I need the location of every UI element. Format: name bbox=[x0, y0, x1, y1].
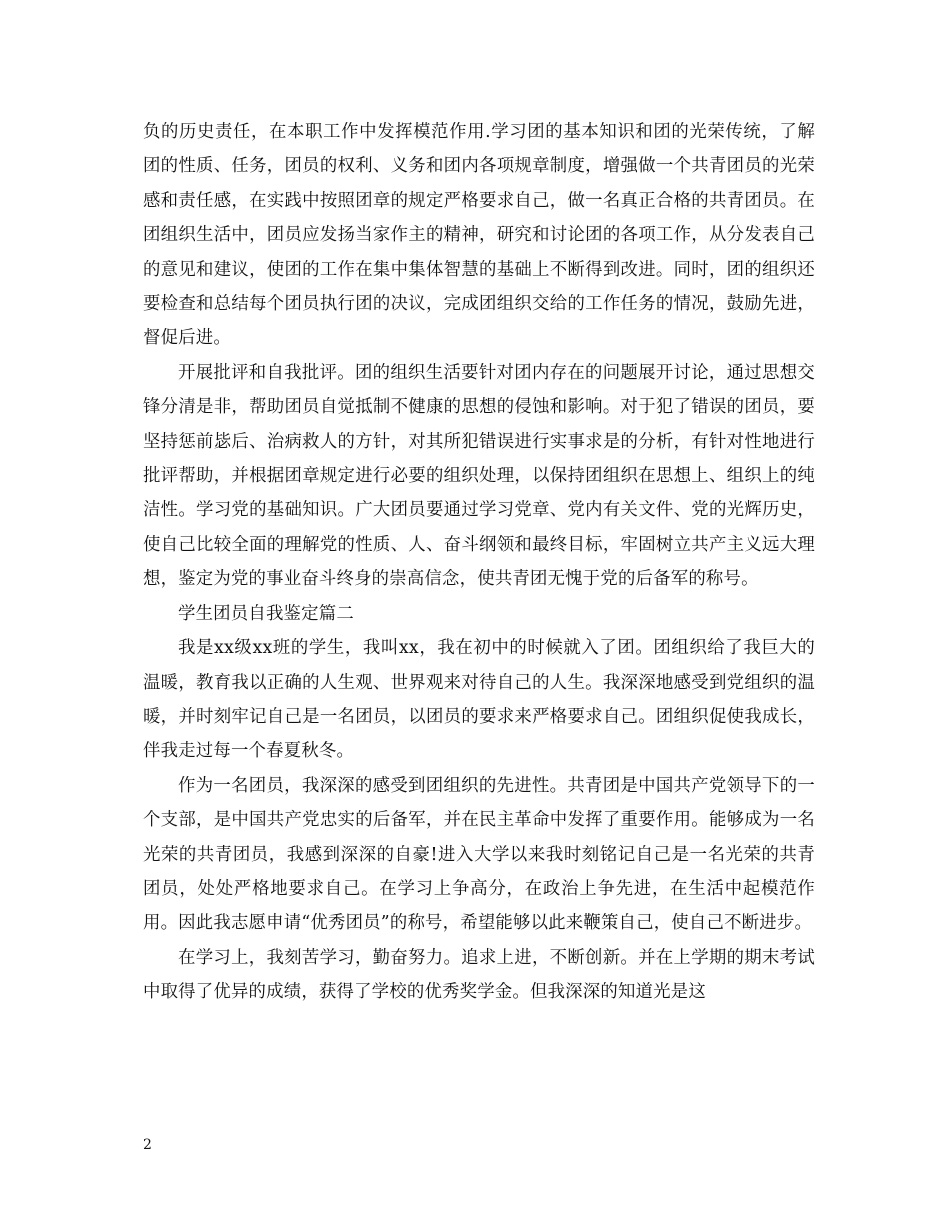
paragraph-5: 在学习上，我刻苦学习，勤奋努力。追求上进，不断创新。并在上学期的期末考试中取得了优异的成绩，获得了学校的优秀奖学金。但我深深的知道光是这 bbox=[143, 947, 815, 1003]
body-text bbox=[143, 115, 815, 1010]
paragraph-1: 负的历史责任，在本职工作中发挥模范作用.学习团的基本知识和团的光荣传统，了解团的性质、任务，团员的权利、义务和团内各项规章制度，增强做一个共青团员的光荣感和责任感，在实践中按照团章的规定严格要求自己，做一名真正合格的共青团员。在团组织生活中，团员应发扬当家作主的精神，研究和讨论团的各项工作，从分发表自己的意见和建议，使团的工作在集中集体智慧的基础上不断得到改进。同时，团的组织还要检查和总结每个团员执行团的决议，完成团组织交给的工作任务的情况，鼓励先进，督促后进。 bbox=[143, 122, 815, 349]
page-number: 2 bbox=[143, 1137, 152, 1153]
paragraph-3: 我是xx级xx班的学生，我叫xx，我在初中的时候就入了团。团组织给了我巨大的温暖，教育我以正确的人生观、世界观来对待自己的人生。我深深地感受到党组织的温暖，并时刻牢记自己是一名团员，以团员的要求来严格要求自己。团组织促使我成长，伴我走过每一个春夏秋冬。 bbox=[143, 638, 815, 762]
paragraph-2: 开展批评和自我批评。团的组织生活要针对团内存在的问题展开讨论，通过思想交锋分清是非，帮助团员自觉抵制不健康的思想的侵蚀和影响。对于犯了错误的团员，要坚持惩前毖后、治病救人的方针，对其所犯错误进行实事求是的分析，有针对性地进行批评帮助，并根据团章规定进行必要的组织处理，以保持团组织在思想上、组织上的纯洁性。学习党的基础知识。广大团员要通过学习党章、党内有关文件、党的光辉历史，使自己比较全面的理解党的性质、人、奋斗纲领和最终目标，牢固树立共产主义远大理想，鉴定为党的事业奋斗终身的崇高信念，使共青团无愧于党的后备军的称号。 bbox=[143, 362, 815, 590]
paragraph-4: 作为一名团员，我深深的感受到团组织的先进性。共青团是中国共产党领导下的一个支部，是中国共产党忠实的后备军，并在民主革命中发挥了重要作用。能够成为一名光荣的共青团员，我感到深深的自豪!进入大学以来我时刻铭记自己是一名光荣的共青团员，处处严格地要求自己。在学习上争高分，在政治上争先进，在生活中起模范作用。因此我志愿申请“优秀团员”的称号，希望能够以此来鞭策自己，使自己不断进步。 bbox=[143, 775, 815, 934]
section-heading: 学生团员自我鉴定篇二 bbox=[178, 603, 354, 624]
